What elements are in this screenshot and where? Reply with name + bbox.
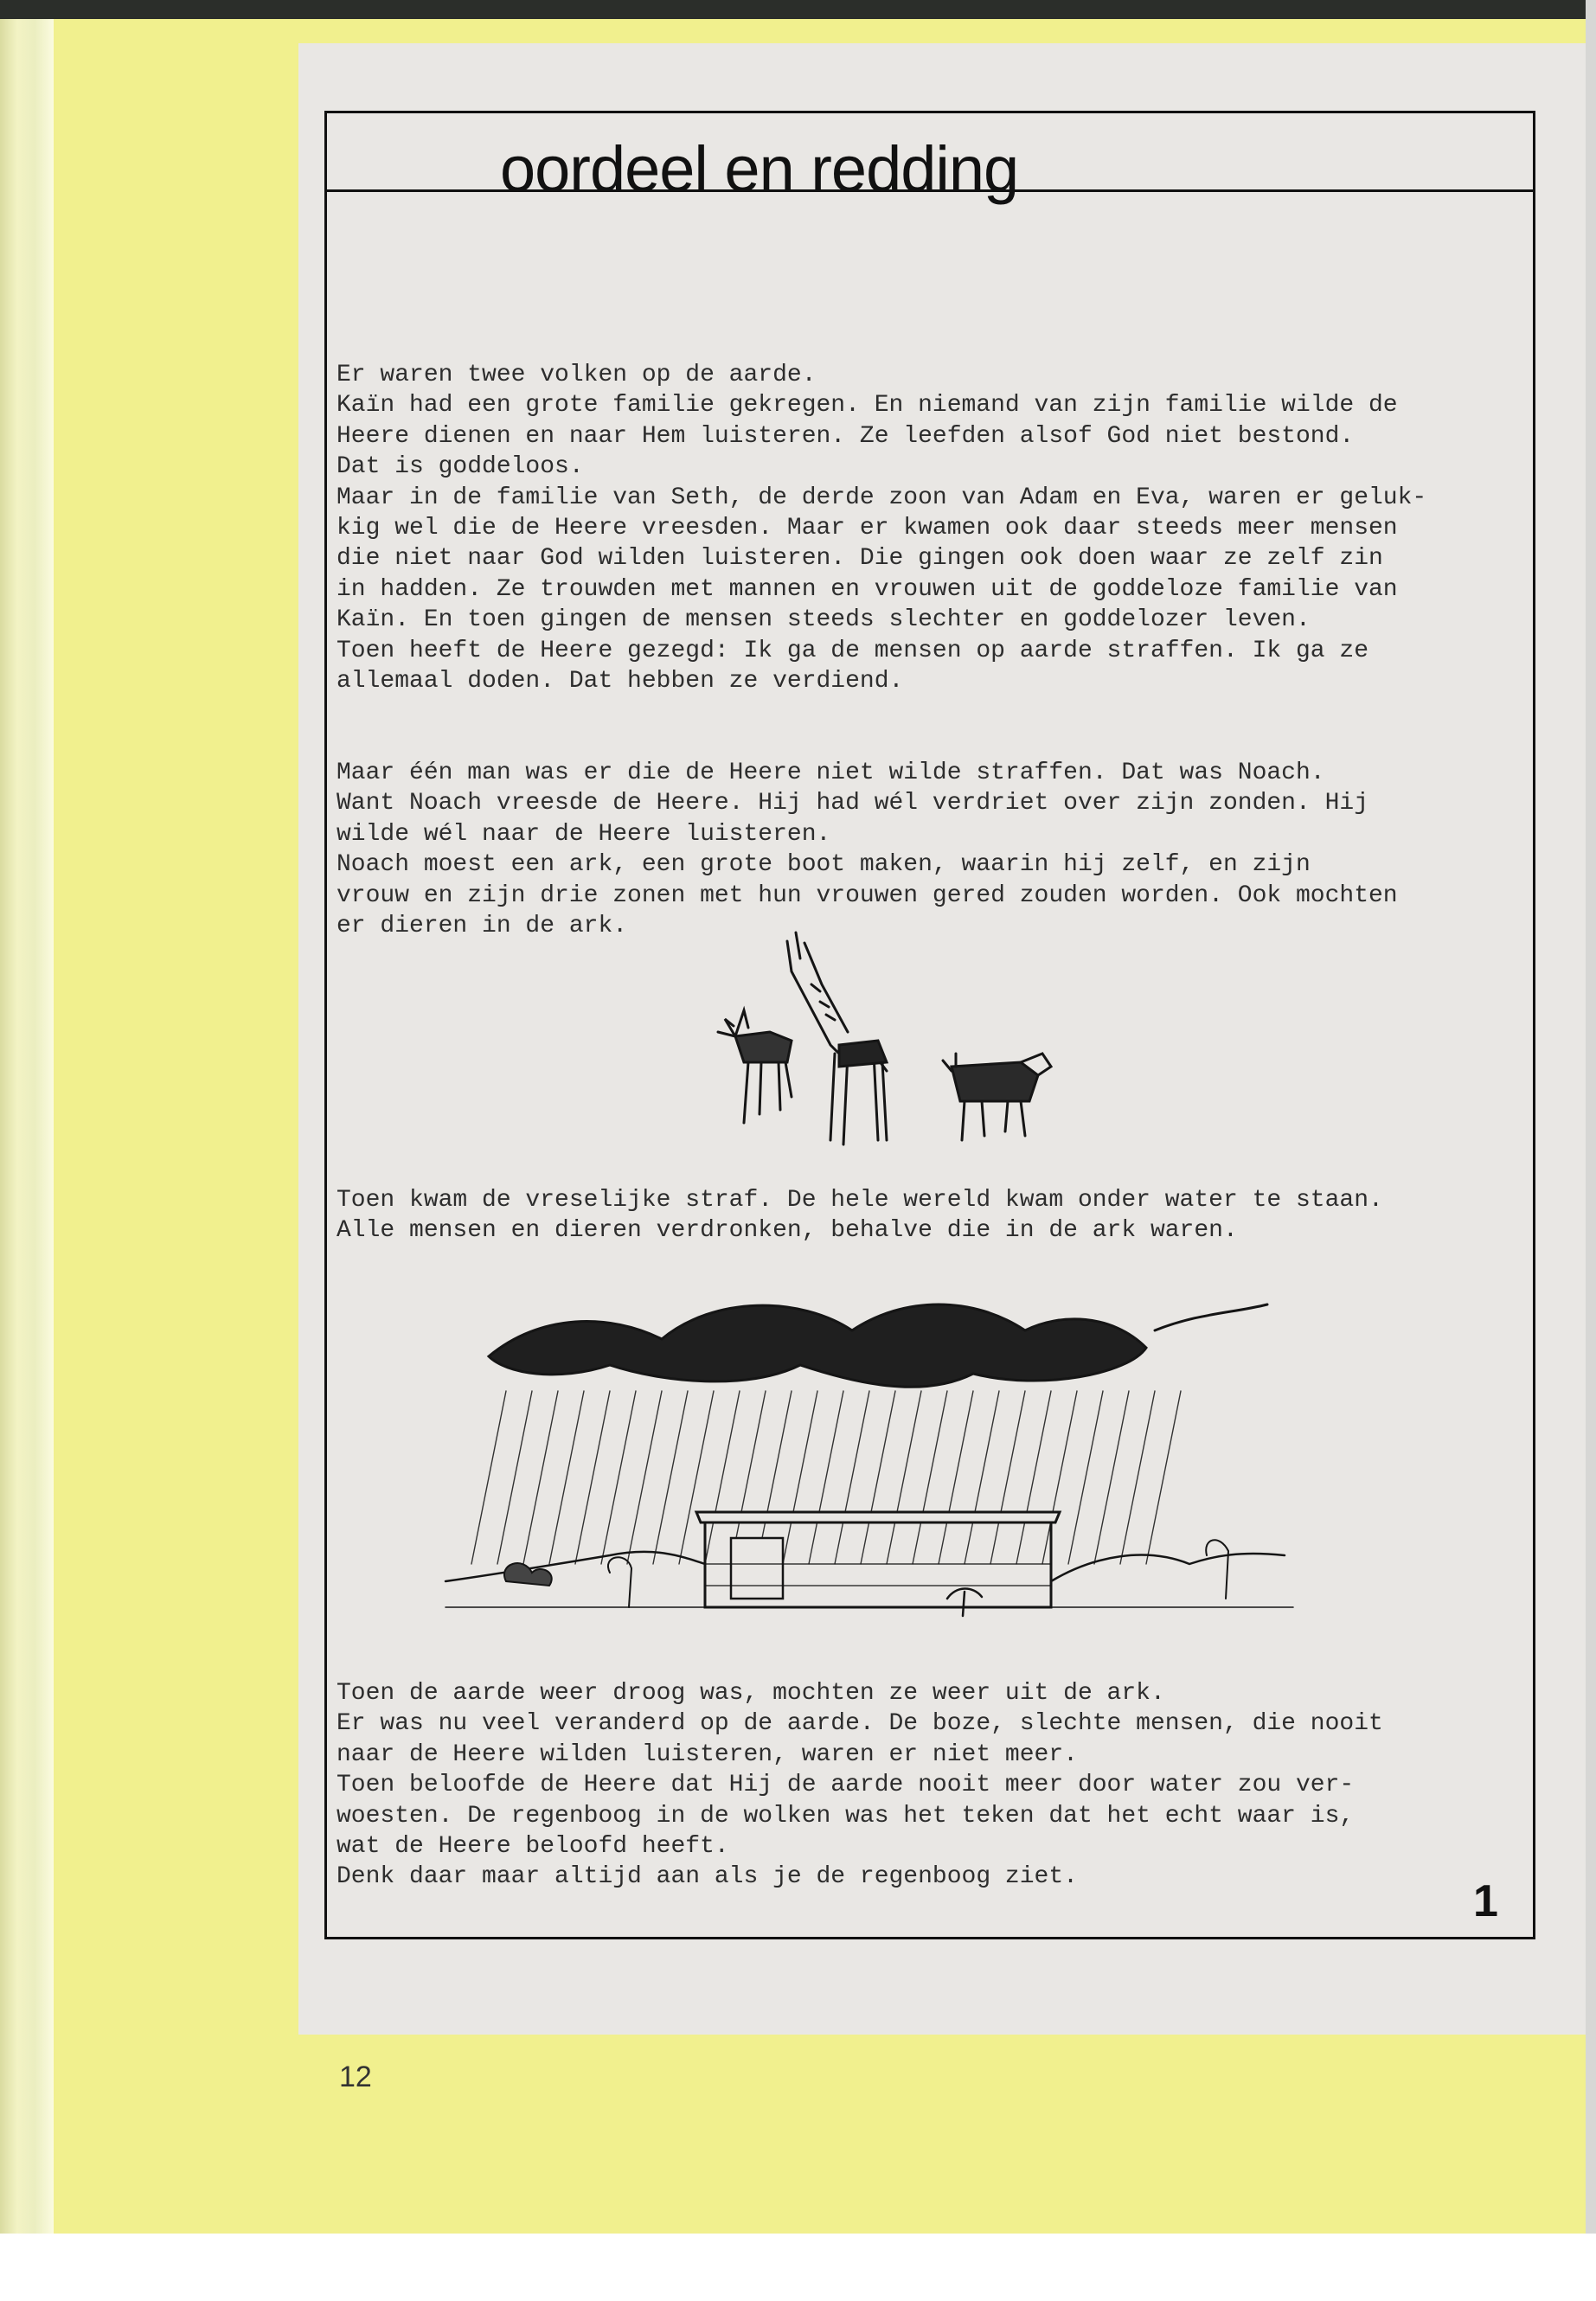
paragraph-2: Maar één man was er die de Heere niet wilde straffen. Dat was Noach. Want Noach vreesde de Heere. Hij had wél verdriet over zijn zonden. Hij wilde wél naar de Heere luisteren. Noach moest een ark, een grote boot maken, waarin hij zelf, en zijn vrouw en zijn drie zonen met hun vrouwen gered zouden worden. Ook mochten er dieren in de ark. — [337, 760, 1398, 940]
paragraph-3: Toen kwam de vreselijke straf. De hele wereld kwam onder water te staan. Alle mensen en dieren verdronken, behalve die in de ark waren. — [337, 1187, 1383, 1245]
animals-illustration — [709, 924, 1090, 1149]
frame-page-number: 1 — [1473, 1876, 1498, 1926]
text-area — [324, 111, 1535, 1939]
bottom-margin — [0, 2234, 1596, 2301]
paragraph-4: Toen de aarde weer droog was, mochten ze weer uit de ark. Er was nu veel veranderd op de aarde. De boze, slechte mensen, die nooit naar de Heere wilden luisteren, waren er niet meer. Toen beloofde de Heere dat Hij de aarde nooit meer door water zou ver- woesten. De regenboog in de wolken was het teken dat het echt waar is, wat de Heere beloofd heeft. Denk daar maar altijd aan als je de regenboog ziet. — [337, 1680, 1383, 1891]
flood-illustration — [437, 1279, 1302, 1668]
book-page-edges — [0, 19, 54, 2234]
page-title: oordeel en redding — [500, 133, 1019, 205]
book-page-number: 12 — [339, 2061, 372, 2093]
paragraph-1: Er waren twee volken op de aarde. Kaïn had een grote familie gekregen. En niemand van zijn familie wilde de Heere dienen en naar Hem luisteren. Ze leefden alsof God niet bestond. Dat is goddeloos. Maar in de familie van Seth, de derde zoon van Adam en Eva, waren er geluk- kig wel die de Heere vreesden. Maar er kwamen ook daar steeds meer mensen die niet naar God wilden luisteren. Die gingen ook doen waar ze zelf zin in hadden. Ze trouwden met mannen en vrouwen uit de goddeloze familie van Kaïn. En toen gingen de mensen steeds slechter en goddelozer leven. Toen heeft de Heere gezegd: Ik ga de mensen op aarde straffen. Ik ga ze allemaal doden. Dat hebben ze verdiend. — [337, 362, 1427, 695]
right-edge — [1586, 0, 1596, 2301]
